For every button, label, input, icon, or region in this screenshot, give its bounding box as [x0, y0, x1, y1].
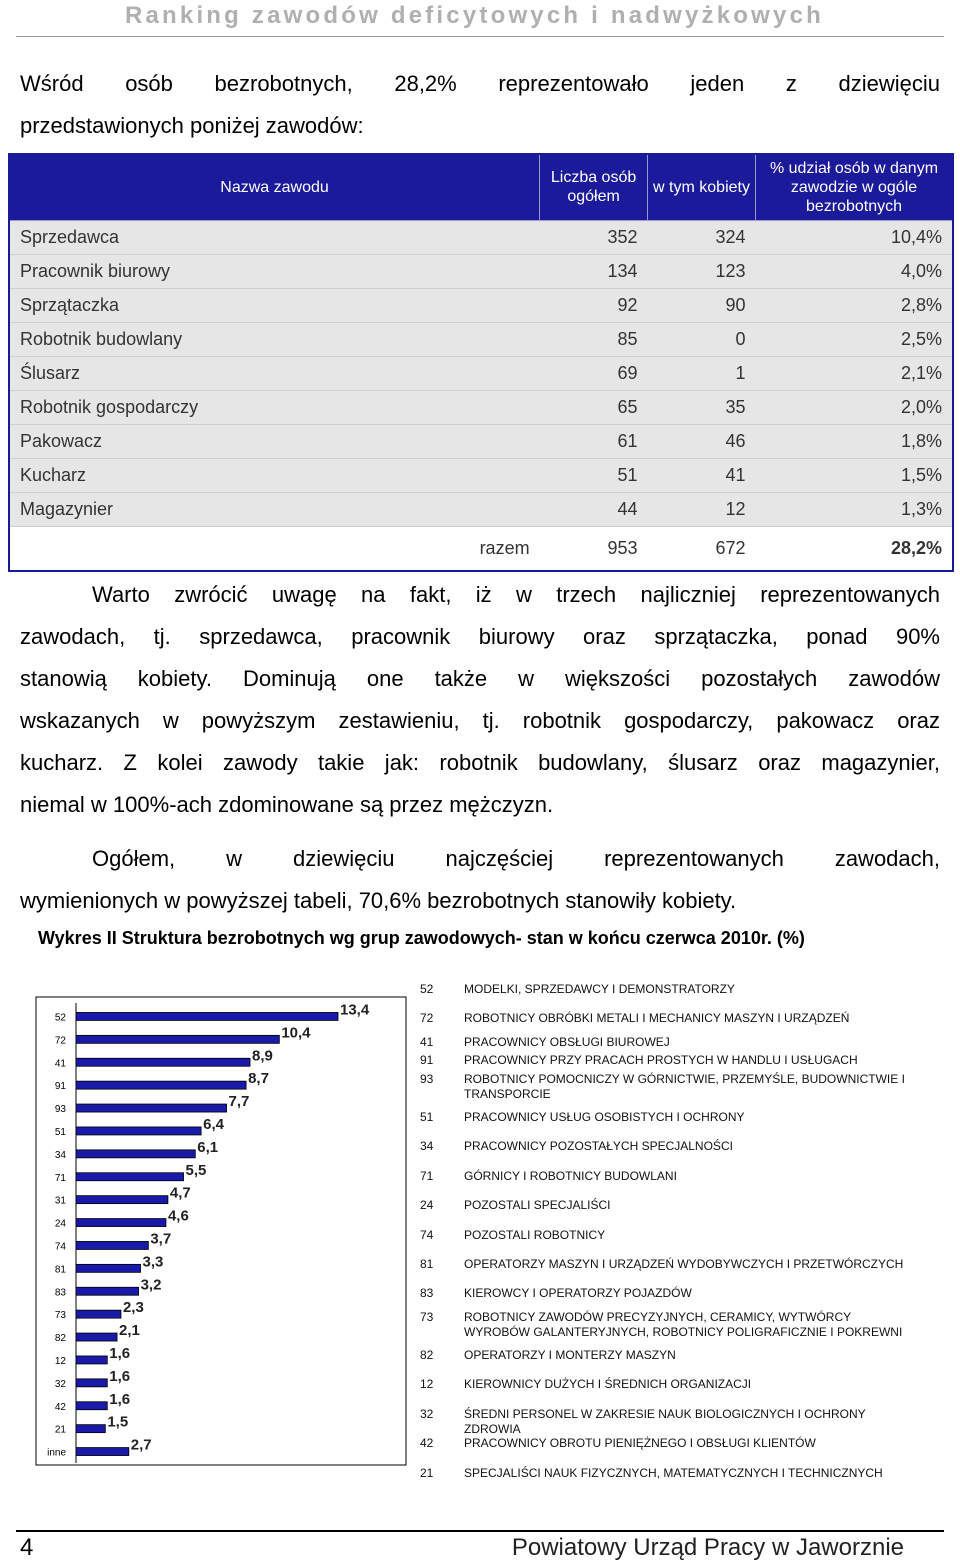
- category-label: 31: [54, 1195, 66, 1207]
- legend-code: 91: [420, 1053, 434, 1067]
- legend-text: PRACOWNICY OBSŁUGI BIUROWEJ: [464, 1035, 670, 1049]
- summary-line: Ogółem, w dziewięciu najczęściej reprezentowanych zawodach,: [92, 846, 940, 871]
- category-label: 71: [54, 1172, 66, 1184]
- cell-total: 69: [540, 356, 648, 390]
- cell-name: Magazynier: [9, 492, 540, 526]
- table-body: [9, 220, 953, 571]
- legend-text: MODELKI, SPRZEDAWCY I DEMONSTRATORZY: [464, 982, 735, 996]
- cell-share: 1,5%: [755, 458, 953, 492]
- legend-text: GÓRNICY I ROBOTNICY BUDOWLANI: [464, 1169, 677, 1183]
- analysis-line: Warto zwrócić uwagę na fakt, iż w trzech najliczniej reprezentowanych: [92, 582, 940, 607]
- cell-total: 44: [540, 492, 648, 526]
- chart-bar: [76, 1379, 107, 1387]
- legend-code: 42: [420, 1436, 434, 1450]
- cell-women: 0: [648, 322, 756, 356]
- legend-text: PRACOWNICY OBROTU PIENIĘŻNEGO I OBSŁUGI KLIENTÓW: [464, 1436, 816, 1450]
- category-label: 91: [54, 1081, 66, 1093]
- legend-text: ŚREDNI PERSONEL W ZAKRESIE NAUK BIOLOGICZNYCH I OCHRONY ZDROWIA: [464, 1407, 866, 1436]
- value-label: 1,6: [109, 1367, 131, 1385]
- chart-bar: [76, 1448, 129, 1456]
- value-label: 1,6: [109, 1390, 131, 1408]
- value-label: 3,7: [150, 1230, 172, 1248]
- table-row: [9, 288, 953, 322]
- table-row: [9, 254, 953, 288]
- legend-code: 12: [420, 1377, 434, 1391]
- legend-code: 34: [420, 1139, 434, 1153]
- value-label: 1,6: [109, 1344, 131, 1362]
- footer-organization: Powiatowy Urząd Pracy w Jaworznie: [511, 1534, 904, 1561]
- analysis-paragraph: [20, 574, 940, 826]
- cell-total: 352: [540, 220, 648, 254]
- summary-paragraph: [20, 838, 940, 922]
- table-total-row: [9, 526, 953, 571]
- chart-caption: Wykres II Struktura bezrobotnych wg grup zawodowych- stan w końcu czerwca 2010r. (%): [38, 928, 805, 948]
- cell-name: Kucharz: [9, 458, 540, 492]
- cell-total: 134: [540, 254, 648, 288]
- total-women: 672: [648, 526, 756, 571]
- table-row: [9, 390, 953, 424]
- chart-bar: [76, 1333, 117, 1341]
- cell-name: Ślusarz: [9, 356, 540, 390]
- cell-share: 2,8%: [755, 288, 953, 322]
- chart-bar: [76, 1173, 184, 1181]
- legend-code: 21: [420, 1466, 434, 1480]
- cell-name: Robotnik budowlany: [9, 322, 540, 356]
- legend-text: OPERATORZY I MONTERZY MASZYN: [464, 1348, 676, 1362]
- category-label: 73: [54, 1310, 66, 1322]
- legend-text: KIEROWNICY DUŻYCH I ŚREDNICH ORGANIZACJI: [464, 1377, 752, 1391]
- chart-bar: [76, 1219, 166, 1227]
- legend-code: 93: [420, 1072, 434, 1086]
- page-header: [16, 0, 944, 37]
- legend-code: 71: [420, 1169, 434, 1183]
- chart-bar: [76, 1425, 105, 1433]
- category-label: 51: [54, 1126, 66, 1138]
- cell-women: 90: [648, 288, 756, 322]
- table-row: [9, 356, 953, 390]
- category-label: 82: [54, 1333, 66, 1345]
- summary-line: wymienionych w powyższej tabeli, 70,6% bezrobotnych stanowiły kobiety.: [20, 888, 737, 913]
- value-label: 5,5: [185, 1161, 207, 1179]
- value-label: 8,7: [248, 1070, 269, 1088]
- legend-text: PRACOWNICY POZOSTAŁYCH SPECJALNOŚCI: [464, 1139, 733, 1153]
- cell-share: 2,1%: [755, 356, 953, 390]
- chart-bar: [76, 1150, 195, 1158]
- analysis-line: wskazanych w powyższym zestawieniu, tj. robotnik gospodarczy, pakowacz oraz: [20, 708, 940, 733]
- cell-total: 85: [540, 322, 648, 356]
- cell-name: Pracownik biurowy: [9, 254, 540, 288]
- cell-women: 46: [648, 424, 756, 458]
- cell-women: 1: [648, 356, 756, 390]
- legend-text: PRACOWNICY PRZY PRACACH PROSTYCH W HANDLU I USŁUGACH: [464, 1053, 858, 1067]
- footer-divider: [16, 1530, 944, 1532]
- legend-code: 32: [420, 1407, 434, 1421]
- chart-bar: [76, 1287, 139, 1295]
- cell-women: 324: [648, 220, 756, 254]
- legend-text: ROBOTNICY ZAWODÓW PRECYZYJNYCH, CERAMICY, WYTWÓRCY WYROBÓW GALANTERYJNYCH, ROBOTNICY POLIGRAFICZNIE I POKREWNI: [464, 1310, 903, 1339]
- cell-women: 123: [648, 254, 756, 288]
- legend-code: 72: [420, 1011, 434, 1025]
- category-label: 12: [54, 1355, 66, 1367]
- value-label: 7,7: [228, 1093, 250, 1111]
- analysis-line: niemal w 100%-ach zdominowane są przez mężczyzn.: [20, 792, 554, 817]
- total-count: 953: [540, 526, 648, 571]
- cell-share: 4,0%: [755, 254, 953, 288]
- legend-code: 51: [420, 1110, 434, 1124]
- chart-bar: [76, 1035, 279, 1043]
- cell-share: 2,5%: [755, 322, 953, 356]
- cell-name: Sprzątaczka: [9, 288, 540, 322]
- occupation-table: [8, 153, 954, 572]
- cell-women: 35: [648, 390, 756, 424]
- legend-text: SPECJALIŚCI NAUK FIZYCZNYCH, MATEMATYCZNYCH I TECHNICZNYCH: [464, 1466, 883, 1480]
- cell-share: 1,8%: [755, 424, 953, 458]
- value-label: 2,7: [130, 1436, 152, 1454]
- chart-bar: [76, 1058, 250, 1066]
- category-label: inne: [47, 1447, 66, 1459]
- cell-women: 12: [648, 492, 756, 526]
- value-label: 10,4: [281, 1024, 311, 1042]
- legend-code: 82: [420, 1348, 434, 1362]
- legend-code: 24: [420, 1198, 434, 1212]
- header-women: w tym kobiety: [648, 154, 756, 220]
- legend-code: 83: [420, 1286, 434, 1300]
- header-share: % udział osób w danym zawodzie w ogóle bezrobotnych: [755, 154, 953, 220]
- table-row: [9, 220, 953, 254]
- category-label: 72: [54, 1035, 66, 1047]
- analysis-line: kucharz. Z kolei zawody takie jak: robotnik budowlany, ślusarz oraz magazynier,: [20, 750, 940, 775]
- cell-name: Pakowacz: [9, 424, 540, 458]
- value-label: 1,5: [107, 1413, 129, 1431]
- chart-bar: [76, 1196, 168, 1204]
- legend-code: 52: [420, 982, 434, 996]
- intro-paragraph: [20, 63, 940, 147]
- table-row: [9, 458, 953, 492]
- chart-bar: [76, 1241, 148, 1249]
- legend-text: ROBOTNICY POMOCNICZY W GÓRNICTWIE, PRZEMYŚLE, BUDOWNICTWIE I TRANSPORCIE: [464, 1072, 905, 1101]
- chart-bar: [76, 1127, 201, 1135]
- bar-chart: [0, 975, 410, 1475]
- legend-code: 73: [420, 1310, 434, 1324]
- cell-total: 61: [540, 424, 648, 458]
- legend-code: 41: [420, 1035, 434, 1049]
- category-label: 93: [54, 1104, 66, 1116]
- header-name: Nazwa zawodu: [9, 154, 540, 220]
- cell-share: 10,4%: [755, 220, 953, 254]
- legend-text: OPERATORZY MASZYN I URZĄDZEŃ WYDOBYWCZYCH I PRZETWÓRCZYCH: [464, 1257, 904, 1271]
- category-label: 21: [54, 1424, 66, 1436]
- table-row: [9, 424, 953, 458]
- category-label: 41: [54, 1058, 66, 1070]
- table-row: [9, 322, 953, 356]
- total-label: razem: [9, 526, 540, 571]
- analysis-line: stanowią kobiety. Dominują one także w większości pozostałych zawodów: [20, 666, 940, 691]
- cell-share: 1,3%: [755, 492, 953, 526]
- chart-bar: [76, 1356, 107, 1364]
- legend-code: 81: [420, 1257, 434, 1271]
- value-label: 13,4: [340, 1001, 370, 1019]
- cell-total: 92: [540, 288, 648, 322]
- analysis-line: zawodach, tj. sprzedawca, pracownik biurowy oraz sprzątaczka, ponad 90%: [20, 624, 940, 649]
- category-label: 83: [54, 1287, 66, 1299]
- intro-line: przedstawionych poniżej zawodów:: [20, 113, 364, 138]
- cell-name: Sprzedawca: [9, 220, 540, 254]
- category-label: 81: [54, 1264, 66, 1276]
- legend-text: PRACOWNICY USŁUG OSOBISTYCH I OCHRONY: [464, 1110, 745, 1124]
- page-number: 4: [20, 1534, 34, 1561]
- value-label: 8,9: [252, 1047, 273, 1065]
- category-label: 34: [54, 1149, 66, 1161]
- legend-text: ROBOTNICY OBRÓBKI METALI I MECHANICY MASZYN I URZĄDZEŃ: [464, 1011, 850, 1025]
- header-total: Liczba osób ogółem: [540, 154, 648, 220]
- cell-total: 65: [540, 390, 648, 424]
- cell-women: 41: [648, 458, 756, 492]
- chart-bar: [76, 1402, 107, 1410]
- category-label: 42: [54, 1401, 66, 1413]
- value-label: 6,4: [203, 1115, 224, 1133]
- total-share: 28,2%: [755, 526, 953, 571]
- chart-frame: [36, 997, 406, 1465]
- table-header-row: [9, 154, 953, 220]
- chart-bar: [76, 1081, 246, 1089]
- table-row: [9, 492, 953, 526]
- value-label: 6,1: [197, 1138, 219, 1156]
- intro-line: Wśród osób bezrobotnych, 28,2% reprezentowało jeden z dziewięciu: [20, 71, 940, 96]
- cell-share: 2,0%: [755, 390, 953, 424]
- value-label: 2,3: [122, 1299, 144, 1317]
- category-label: 74: [54, 1241, 66, 1253]
- legend-text: KIEROWCY I OPERATORZY POJAZDÓW: [464, 1286, 692, 1300]
- chart-bar: [76, 1310, 121, 1318]
- legend-code: 74: [420, 1228, 434, 1242]
- chart-bar: [76, 1104, 227, 1112]
- category-label: 32: [54, 1378, 66, 1390]
- chart-bar: [76, 1012, 338, 1020]
- category-label: 24: [54, 1218, 66, 1230]
- value-label: 2,1: [119, 1322, 140, 1340]
- value-label: 3,3: [142, 1253, 164, 1271]
- legend-text: POZOSTALI ROBOTNICY: [464, 1228, 606, 1242]
- legend-text: POZOSTALI SPECJALIŚCI: [464, 1198, 611, 1212]
- category-label: 52: [54, 1012, 66, 1024]
- value-label: 4,6: [167, 1207, 189, 1225]
- chart-bar: [76, 1264, 141, 1272]
- header-title: Ranking zawodów deficytowych i nadwyżkowych: [124, 2, 824, 29]
- value-label: 3,2: [140, 1276, 162, 1294]
- cell-total: 51: [540, 458, 648, 492]
- value-label: 4,7: [169, 1184, 191, 1202]
- cell-name: Robotnik gospodarczy: [9, 390, 540, 424]
